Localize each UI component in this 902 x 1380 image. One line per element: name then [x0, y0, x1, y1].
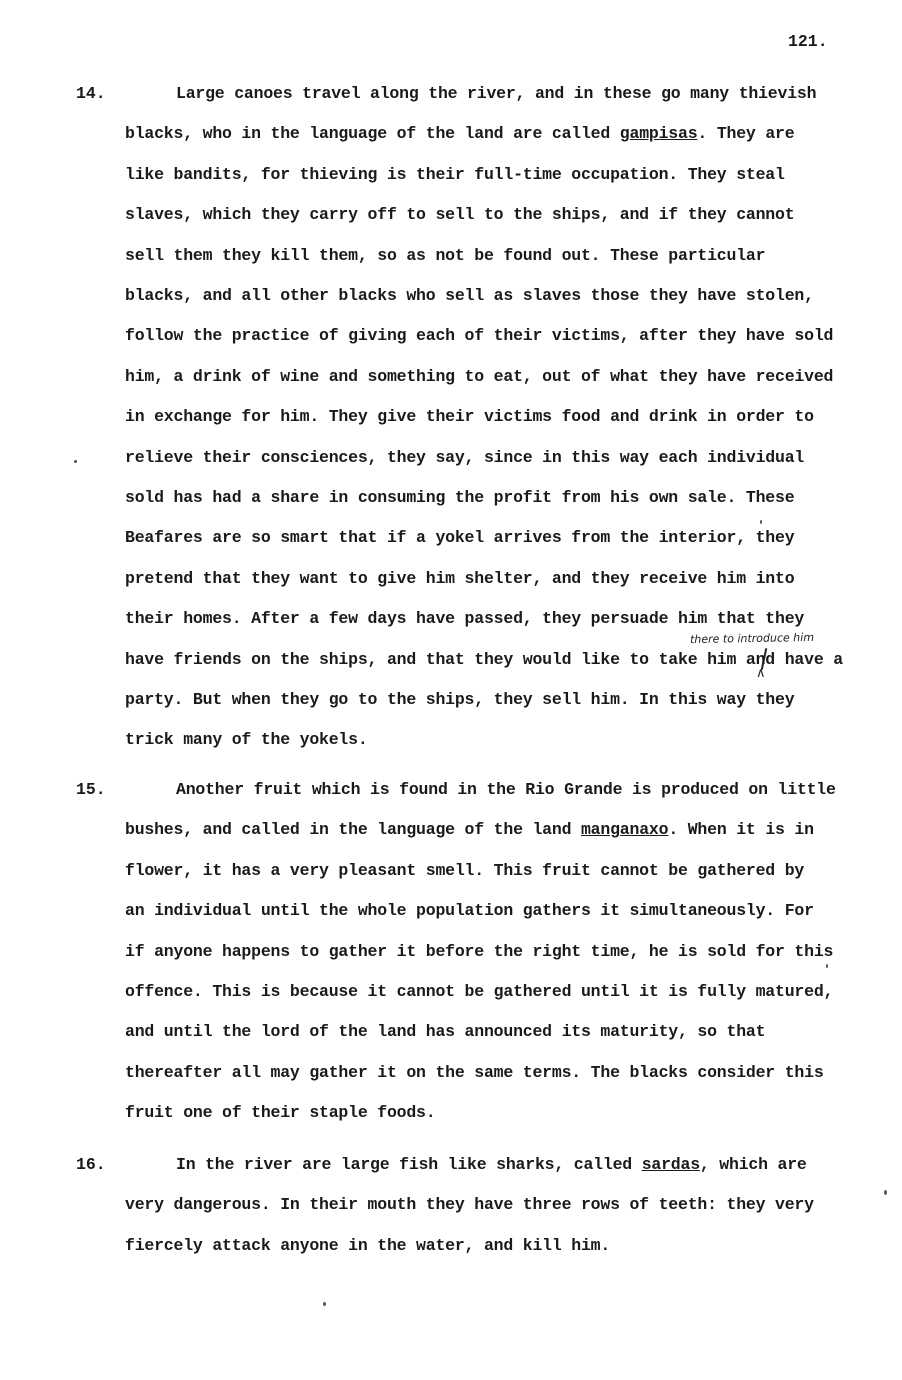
- text-line: an individual until the whole population gathers it simultaneously. For: [125, 901, 814, 921]
- text-line: blacks, who in the language of the land are called gampisas. They are: [125, 124, 795, 144]
- page-number: 121.: [788, 32, 828, 51]
- underlined-term: sardas: [641, 1155, 700, 1174]
- text-line: pretend that they want to give him shelter, and they receive him into: [125, 568, 795, 588]
- text-line: if anyone happens to gather it before the right time, he is sold for this: [125, 941, 834, 961]
- paragraph-number: 15.: [76, 780, 106, 799]
- text-line: flower, it has a very pleasant smell. This fruit cannot be gathered by: [125, 860, 805, 880]
- text-line: slaves, which they carry off to sell to the ships, and if they cannot: [125, 205, 795, 225]
- text-line: Beafares are so smart that if a yokel arrives from the interior, they: [125, 528, 795, 548]
- paragraph-number: 16.: [76, 1155, 106, 1174]
- text-line: blacks, and all other blacks who sell as slaves those they have stolen,: [125, 286, 814, 305]
- text-line: and until the lord of the land has announced its maturity, so that: [125, 1022, 766, 1042]
- paragraph-number: 14.: [76, 84, 106, 103]
- text-line: fiercely attack anyone in the water, and kill him.: [125, 1235, 611, 1255]
- text-line: very dangerous. In their mouth they have three rows of teeth: they very: [125, 1195, 814, 1215]
- speck: [884, 1190, 887, 1195]
- handwritten-insertion: there to introduce him: [689, 630, 815, 647]
- text-line: trick many of the yokels.: [125, 730, 368, 750]
- text-line: follow the practice of giving each of their victims, after they have sold: [125, 326, 834, 346]
- text-line: sell them they kill them, so as not be found out. These particular: [125, 245, 766, 265]
- text-line: have friends on the ships, and that they would like to take him and have a: [125, 649, 843, 669]
- text-line: fruit one of their staple foods.: [125, 1103, 436, 1123]
- text-line: offence. This is because it cannot be gathered until it is fully matured,: [125, 982, 834, 1001]
- text-line: sold has had a share in consuming the profit from his own sale. These: [125, 488, 795, 507]
- text-line: party. But when they go to the ships, they sell him. In this way they: [125, 690, 795, 709]
- text-line: like bandits, for thieving is their full-time occupation. They steal: [125, 164, 785, 184]
- underlined-term: manganaxo: [580, 820, 669, 840]
- text-line: in exchange for him. They give their victims food and drink in order to: [125, 407, 814, 427]
- text-line: relieve their consciences, they say, since in this way each individual: [125, 447, 805, 467]
- speck: [826, 964, 828, 968]
- speck: [760, 520, 762, 524]
- text-line: their homes. After a few days have passed, they persuade him that they: [125, 609, 805, 629]
- text-line: bushes, and called in the language of the land manganaxo. When it is in: [125, 820, 814, 840]
- speck: [74, 460, 77, 463]
- text-line: Another fruit which is found in the Rio Grande is produced on little: [176, 780, 836, 799]
- text-line: thereafter all may gather it on the same terms. The blacks consider this: [125, 1062, 824, 1082]
- speck: [323, 1302, 326, 1306]
- underlined-term: gampisas: [619, 124, 698, 144]
- text-line: In the river are large fish like sharks, called sardas, which are: [176, 1155, 807, 1174]
- text-line: Large canoes travel along the river, and in these go many thievish: [176, 84, 817, 103]
- text-line: him, a drink of wine and something to eat, out of what they have received: [125, 366, 834, 386]
- caret-mark: ∧: [756, 666, 766, 681]
